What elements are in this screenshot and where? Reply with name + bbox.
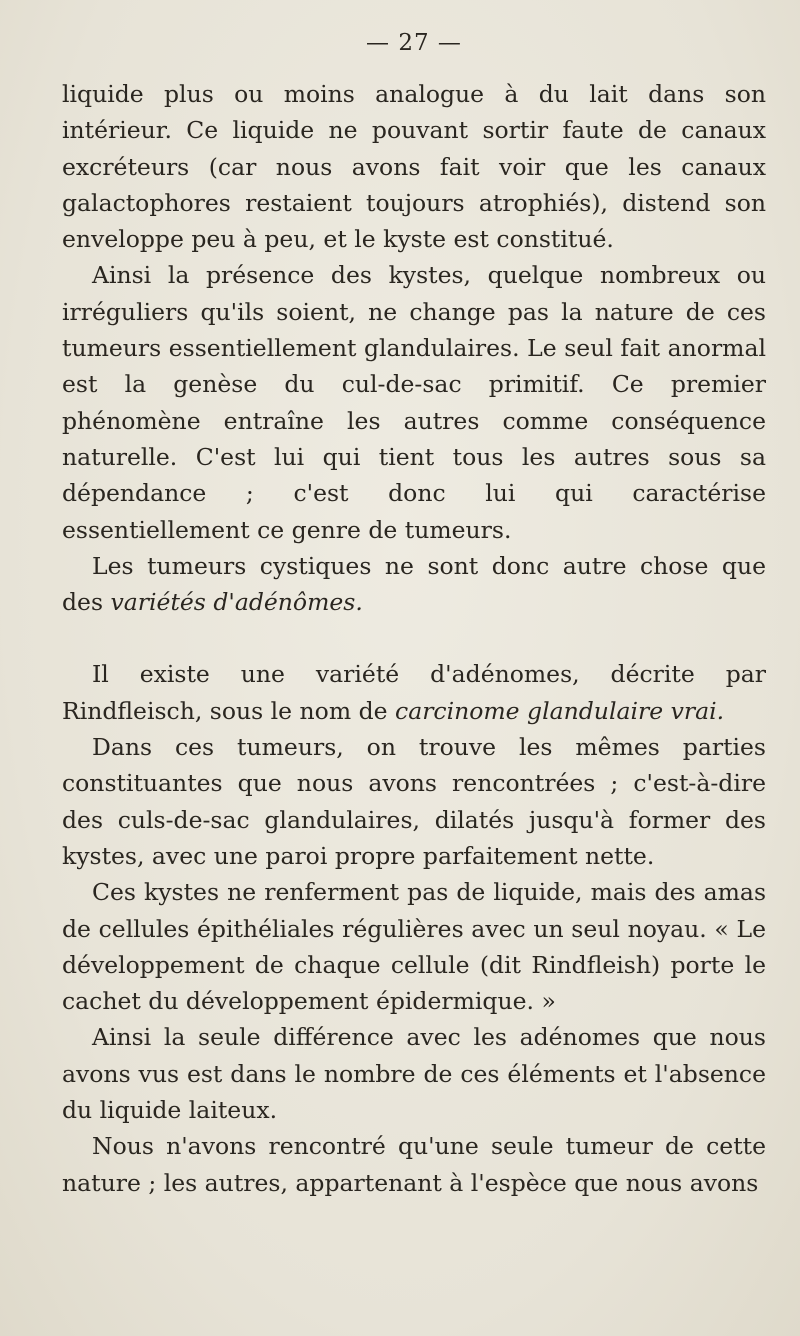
page-number: — 27 — [366,30,462,56]
paragraph: Nous n'avons rencontré qu'une seule tumeur de cette nature ; les autres, appartenant à l'espèce que nous avons [62,1132,766,1197]
body-text [62,76,766,1201]
paragraph: Dans ces tumeurs, on trouve les mêmes parties constituantes que nous avons rencontrées ; c'est-à-dire des culs-de-sac glandulaires, dilatés jusqu'à former des kystes, avec une paroi propre parfaitement nette. [62,733,766,870]
paragraph: Ces kystes ne renferment pas de liquide, mais des amas de cellules épithéliales régulières avec un seul noyau. « Le développement de chaque cellule (dit Rindfleish) porte le cachet du développement épidermique. » [62,878,766,1016]
paragraph: liquide plus ou moins analogue à du lait dans son intérieur. Ce liquide ne pouvant sortir faute de canaux excréteurs (car nous avons fait voir que les canaux galactophores restaient toujours atrophiés), distend son enveloppe peu à peu, et le kyste est constitué. [62,80,766,254]
paragraph-text: Il existe une variété d'adénomes, décrite par Rindfleisch, sous le nom de [62,660,766,725]
paragraph [62,548,766,621]
paragraph: Ainsi la seule différence avec les adénomes que nous avons vus est dans le nombre de ces éléments et l'absence du liquide laiteux. [62,1023,766,1125]
italic-term: carcinome glandulaire vrai. [395,696,725,725]
italic-term: variétés d'adénômes. [110,588,363,617]
paragraph [62,656,766,729]
paragraph: Ainsi la présence des kystes, quelque nombreux ou irréguliers qu'ils soient, ne change pas la nature de ces tumeurs essentiellement glandulaires. Le seul fait anormal est la genèse du cul-de-sac primitif. Ce premier phénomène entraîne les autres comme conséquence naturelle. C'est lui qui tient tous les autres sous sa dépendance ; c'est donc lui qui caractérise essentiellement ce genre de tumeurs. [62,261,766,544]
paragraph-text: Les tumeurs cystiques ne sont donc autre chose que des [62,551,766,617]
